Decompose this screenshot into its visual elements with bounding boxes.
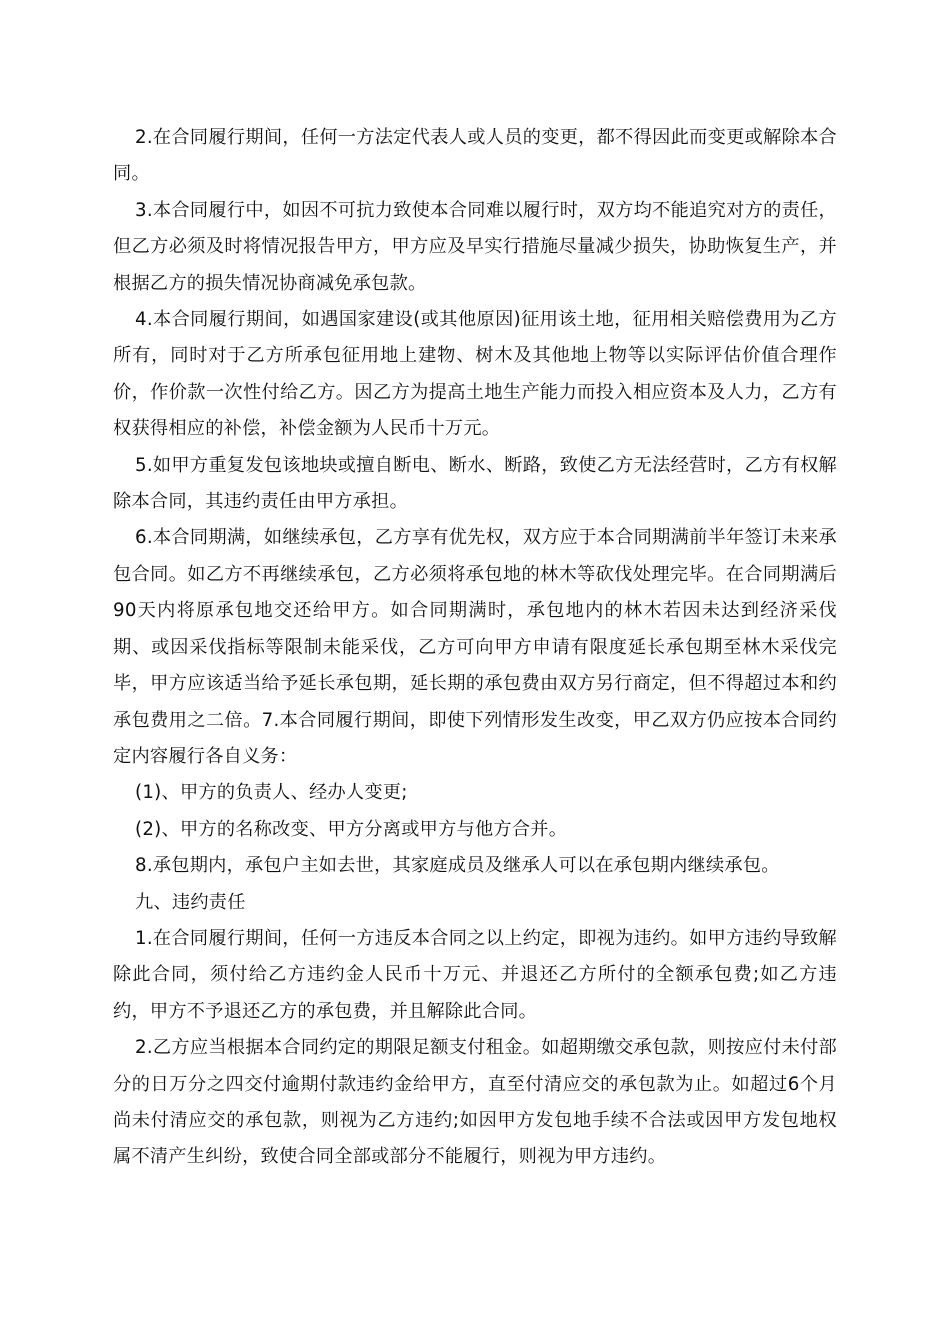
document-page (113, 120, 837, 1176)
clause-paragraph: 3.本合同履行中，如因不可抗力致使本合同难以履行时，双方均不能追究对方的责任，但乙方必须及时将情况报告甲方，甲方应及早实行措施尽量减少损失，协助恢复生产，并根据乙方的损失情况协商减免承包款。 (113, 199, 837, 294)
clause-paragraph: 4.本合同履行期间，如遇国家建设(或其他原因)征用该土地，征用相关赔偿费用为乙方所有，同时对于乙方所承包征用地上建物、树木及其他地上物等以实际评估价值合理作价，作价款一次性付给乙方。因乙方为提高土地生产能力而投入相应资本及人力，乙方有权获得相应的补偿，补偿金额为人民币十万元。 (113, 309, 837, 440)
list-item: (2)、甲方的名称改变、甲方分离或甲方与他方合并。 (135, 818, 568, 840)
list-item: (1)、甲方的负责人、经办人变更; (135, 782, 408, 804)
section-heading: 九、违约责任 (135, 891, 246, 913)
clause-paragraph: 6.本合同期满，如继续承包，乙方享有优先权，双方应于本合同期满前半年签订未来承包合同。如乙方不再继续承包，乙方必须将承包地的林木等砍伐处理完毕。在合同期满后90天内将原承包地交还给甲方。如合同期满时，承包地内的林木若因未达到经济采伐期、或因采伐指标等限制未能采伐，乙方可向甲方申请有限度延长承包期至林木采伐完毕，甲方应该适当给予延长承包期，延长期的承包费由双方另行商定，但不得超过本和约承包费用之二倍。7.本合同履行期间，即使下列情形发生改变，甲乙双方仍应按本合同约定内容履行各自义务： (113, 527, 837, 767)
clause-paragraph: 2.乙方应当根据本合同约定的期限足额支付租金。如超期缴交承包款，则按应付未付部分的日万分之四交付逾期付款违约金给甲方，直至付清应交的承包款为止。如超过6个月尚未付清应交的承包款，则视为乙方违约;如因甲方发包地手续不合法或因甲方发包地权属不清产生纠纷，致使合同全部或部分不能履行，则视为甲方违约。 (113, 1037, 837, 1168)
clause-paragraph: 5.如甲方重复发包该地块或擅自断电、断水、断路，致使乙方无法经营时，乙方有权解除本合同，其违约责任由甲方承担。 (113, 454, 837, 513)
clause-paragraph: 8.承包期内，承包户主如去世，其家庭成员及继承人可以在承包期内继续承包。 (135, 855, 780, 877)
clause-paragraph: 1.在合同履行期间，任何一方违反本合同之以上约定，即视为违约。如甲方违约导致解除此合同，须付给乙方违约金人民币十万元、并退还乙方所付的全额承包费;如乙方违约，甲方不予退还乙方的承包费，并且解除此合同。 (113, 927, 837, 1022)
clause-paragraph: 2.在合同履行期间，任何一方法定代表人或人员的变更，都不得因此而变更或解除本合同。 (113, 127, 837, 185)
